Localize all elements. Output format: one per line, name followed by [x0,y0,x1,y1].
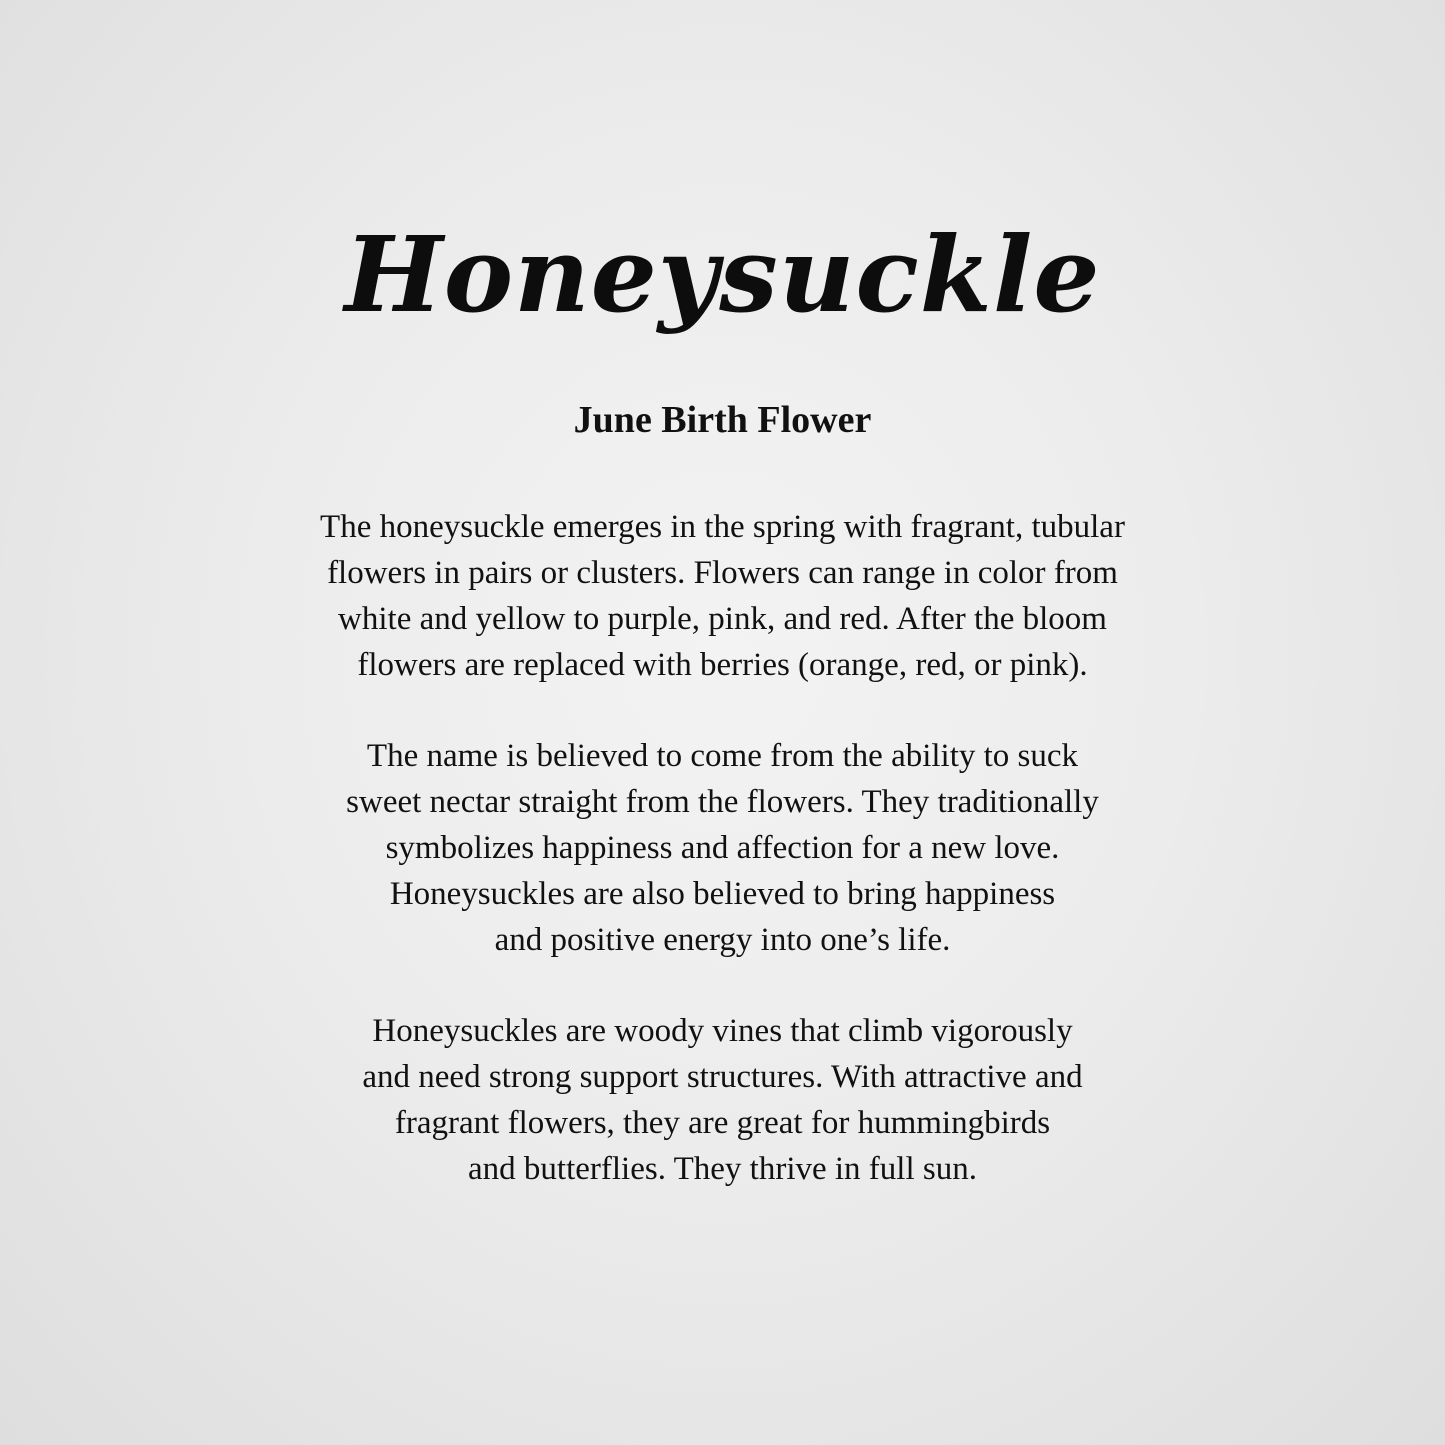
page-subtitle: June Birth Flower [573,399,872,441]
paragraph-line: and positive energy into one’s life. [494,922,951,958]
paragraph-meaning [0,733,1445,963]
paragraph-line: flowers in pairs or clusters. Flowers can range in color from [327,555,1118,591]
paragraph-line: Honeysuckles are also believed to bring happiness [389,876,1056,912]
paragraph-line: fragrant flowers, they are great for hummingbirds [394,1105,1051,1141]
paragraph-growing [0,1008,1445,1192]
paragraph-line: and need strong support structures. With attractive and [362,1059,1083,1095]
paragraph-line: The name is believed to come from the ability to suck [366,738,1079,774]
paragraph-line: The honeysuckle emerges in the spring with fragrant, tubular [320,509,1125,545]
page-title: Honeysuckle [344,213,1101,336]
paragraph-line: white and yellow to purple, pink, and red. After the bloom [338,601,1107,637]
paragraph-line: sweet nectar straight from the flowers. They traditionally [346,784,1099,820]
paragraph-description [0,504,1445,688]
paragraph-line: symbolizes happiness and affection for a new love. [385,830,1060,866]
paragraph-line: and butterflies. They thrive in full sun. [468,1151,977,1187]
paragraph-line: Honeysuckles are woody vines that climb vigorously [372,1013,1073,1049]
paragraph-line: flowers are replaced with berries (orange, red, or pink). [357,647,1088,683]
